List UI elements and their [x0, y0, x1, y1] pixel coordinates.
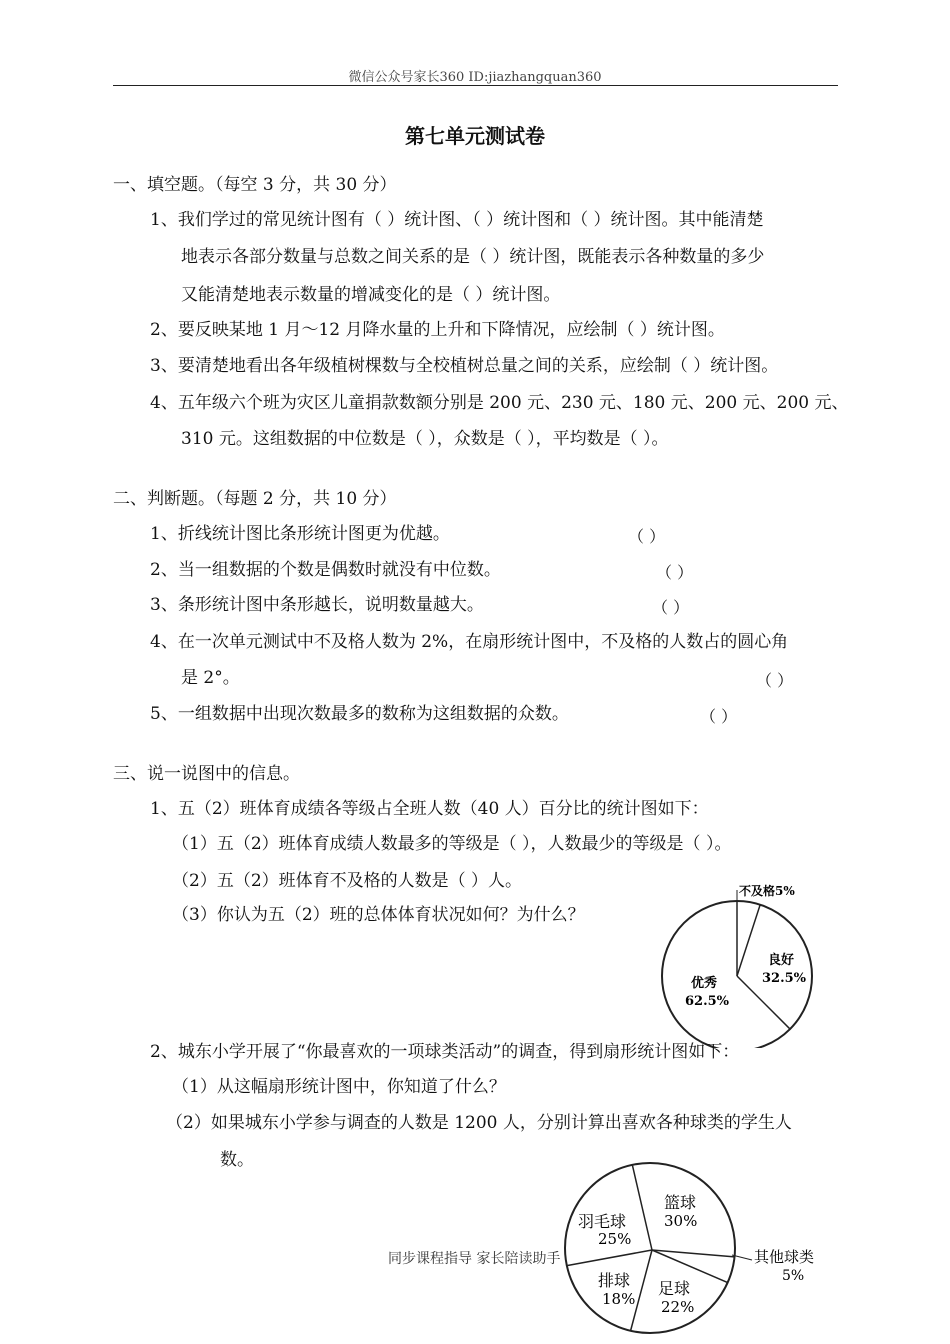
s3-q1-sub1: （1）五（2）班体育成绩人数最多的等级是（ ），人数最少的等级是（ ）。: [172, 834, 732, 854]
s2-item5-answer: （ ）: [700, 707, 738, 726]
pie1-divider-1: [737, 905, 760, 976]
s2-item2-answer: （ ）: [656, 563, 694, 582]
pie2-label-badminton-pct: 25%: [598, 1230, 632, 1248]
s2-item3-answer: （ ）: [652, 598, 690, 617]
pie2-label-basketball-name: 篮球: [664, 1193, 697, 1212]
s3-q2-sub1: （1）从这幅扇形统计图中，你知道了什么？: [172, 1077, 506, 1097]
s2-item4-line1: 4、在一次单元测试中不及格人数为 2%，在扇形统计图中，不及格的人数占的圆心角: [150, 632, 789, 652]
pie2-label-volleyball-name: 排球: [598, 1271, 631, 1290]
pie1-label-excellent-name: 优秀: [691, 976, 718, 991]
page-footer: 同步课程指导 家长陪读助手: [388, 1251, 561, 1267]
s1-q1-line3: 又能清楚地表示数量的增减变化的是（ ）统计图。: [181, 285, 561, 305]
s2-item5: 5、一组数据中出现次数最多的数称为这组数据的众数。: [150, 704, 569, 724]
section2-heading: 二、判断题。（每题 2 分，共 10 分）: [113, 489, 397, 509]
s1-q2: 2、要反映某地 1 月～12 月降水量的上升和下降情况，应绘制（ ）统计图。: [150, 320, 725, 340]
pie2-label-other-name: 其他球类: [754, 1248, 815, 1266]
pie2-label-other-pct: 5%: [782, 1268, 805, 1284]
pie2-label-football-pct: 22%: [661, 1298, 695, 1316]
s2-item1: 1、折线统计图比条形统计图更为优越。: [150, 524, 450, 544]
s3-q2-sub2: （2）如果城东小学参与调查的人数是 1200 人，分别计算出喜欢各种球类的学生人: [166, 1113, 792, 1133]
s1-q1-line2: 地表示各部分数量与总数之间关系的是（ ）统计图，既能表示各种数量的多少: [181, 247, 765, 267]
s2-item3: 3、条形统计图中条形越长，说明数量越大。: [150, 595, 484, 615]
s2-item4-answer: （ ）: [756, 671, 794, 690]
s3-q1-intro: 1、五（2）班体育成绩各等级占全班人数（40 人）百分比的统计图如下：: [150, 799, 709, 819]
pie2-label-volleyball-pct: 18%: [602, 1290, 636, 1308]
s3-q1-sub2: （2）五（2）班体育不及格的人数是（ ）人。: [172, 871, 523, 891]
s3-q1-sub3: （3）你认为五（2）班的总体体育状况如何？为什么？: [172, 905, 585, 925]
s2-item4-line2: 是 2°。: [181, 668, 240, 688]
pie1-label-fail: 不及格5%: [739, 884, 795, 898]
pie1-label-excellent-pct: 62.5%: [685, 994, 730, 1009]
header-rule: [113, 85, 838, 86]
ball-preference-pie-chart: [560, 1160, 840, 1344]
pie2-divider-0: [632, 1165, 652, 1250]
s2-item1-answer: （ ）: [628, 527, 666, 546]
s3-q2-intro: 2、城东小学开展了“你最喜欢的一项球类活动”的调查，得到扇形统计图如下：: [150, 1042, 740, 1062]
pie2-outline: [565, 1163, 735, 1333]
section3-heading: 三、说一说图中的信息。: [113, 764, 300, 784]
s1-q3: 3、要清楚地看出各年级植树棵数与全校植树总量之间的关系，应绘制（ ）统计图。: [150, 356, 779, 376]
s1-q1-line1: 1、我们学过的常见统计图有（ ）统计图、（ ）统计图和（ ）统计图。其中能清楚: [150, 210, 764, 230]
pie2-divider-4: [567, 1250, 652, 1266]
section1-heading: 一、填空题。（每空 3 分，共 30 分）: [113, 175, 397, 195]
pie2-label-basketball-pct: 30%: [664, 1212, 698, 1230]
s2-item2: 2、当一组数据的个数是偶数时就没有中位数。: [150, 560, 501, 580]
pe-grades-pie-chart: [655, 878, 835, 1048]
s3-q2-sub3: 数。: [220, 1150, 254, 1170]
pie1-label-good-pct: 32.5%: [762, 971, 807, 986]
page-header: 微信公众号家长360 ID:jiazhangquan360: [348, 70, 602, 85]
s1-q4-line1: 4、五年级六个班为灾区儿童捐款数额分别是 200 元、230 元、180 元、200 元、200 元、: [150, 393, 849, 413]
page-title: 第七单元测试卷: [405, 124, 545, 148]
pie1-label-good-name: 良好: [768, 953, 795, 968]
pie2-label-football-name: 足球: [658, 1279, 691, 1298]
s1-q4-line2: 310 元。这组数据的中位数是（ ），众数是（ ），平均数是（ ）。: [181, 429, 669, 449]
pie2-label-badminton-name: 羽毛球: [578, 1212, 627, 1231]
